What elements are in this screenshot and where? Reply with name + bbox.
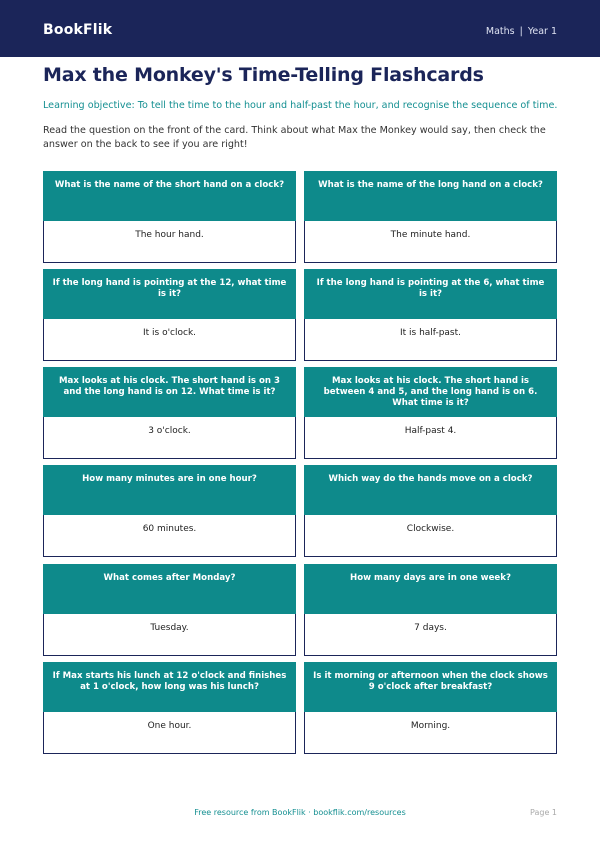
year-label: Year 1 (527, 26, 557, 37)
card-question: Max looks at his clock. The short hand is between 4 and 5, and the long hand is on 6. What time is it? (304, 367, 557, 417)
card-answer: 60 minutes. (43, 515, 296, 557)
card-question: What is the name of the short hand on a clock? (43, 171, 296, 221)
card-question: Is it morning or afternoon when the clock shows 9 o'clock after breakfast? (304, 662, 557, 712)
card-answer: It is half-past. (304, 319, 557, 361)
flashcard[interactable] (43, 367, 296, 459)
card-answer: Half-past 4. (304, 417, 557, 459)
card-answer: Clockwise. (304, 515, 557, 557)
subject-label: Maths (485, 26, 515, 37)
page-number: Page 1 (530, 808, 557, 817)
flashcard[interactable] (304, 171, 557, 263)
card-question: If Max starts his lunch at 12 o'clock and finishes at 1 o'clock, how long was his lunch? (43, 662, 296, 712)
top-bar (0, 0, 600, 57)
instructions: Read the question on the front of the card. Think about what Max the Monkey would say, then check the answer on the back to see if you are right! (43, 125, 546, 150)
card-answer: The minute hand. (304, 221, 557, 263)
card-question: What is the name of the long hand on a clock? (304, 171, 557, 221)
card-question: If the long hand is pointing at the 6, what time is it? (304, 269, 557, 319)
learning-objective: Learning objective: To tell the time to the hour and half-past the hour, and recognise the sequence of time. (43, 100, 558, 111)
card-answer: 3 o'clock. (43, 417, 296, 459)
card-question: What comes after Monday? (43, 564, 296, 614)
breadcrumb (486, 26, 557, 37)
card-answer: Morning. (304, 712, 557, 754)
flashcard[interactable] (304, 367, 557, 459)
brand-logo[interactable]: BookFlik (43, 22, 113, 38)
card-question: Max looks at his clock. The short hand is on 3 and the long hand is on 12. What time is it? (43, 367, 296, 417)
card-question: Which way do the hands move on a clock? (304, 465, 557, 515)
flashcard[interactable] (304, 269, 557, 361)
flashcard[interactable] (304, 465, 557, 557)
flashcard[interactable] (43, 564, 296, 656)
flashcard[interactable] (304, 662, 557, 754)
page-title: Max the Monkey's Time-Telling Flashcards (43, 64, 484, 86)
footer-link[interactable]: Free resource from BookFlik · bookflik.com/resources (194, 808, 406, 817)
flashcard[interactable] (304, 564, 557, 656)
flashcard[interactable] (43, 171, 296, 263)
card-answer: It is o'clock. (43, 319, 296, 361)
flashcard[interactable] (43, 465, 296, 557)
card-question: If the long hand is pointing at the 12, what time is it? (43, 269, 296, 319)
flashcard[interactable] (43, 662, 296, 754)
breadcrumb-separator: | (519, 26, 523, 37)
card-answer: The hour hand. (43, 221, 296, 263)
card-answer: 7 days. (304, 614, 557, 656)
card-answer: Tuesday. (43, 614, 296, 656)
card-question: How many days are in one week? (304, 564, 557, 614)
card-question: How many minutes are in one hour? (43, 465, 296, 515)
card-answer: One hour. (43, 712, 296, 754)
flashcard[interactable] (43, 269, 296, 361)
